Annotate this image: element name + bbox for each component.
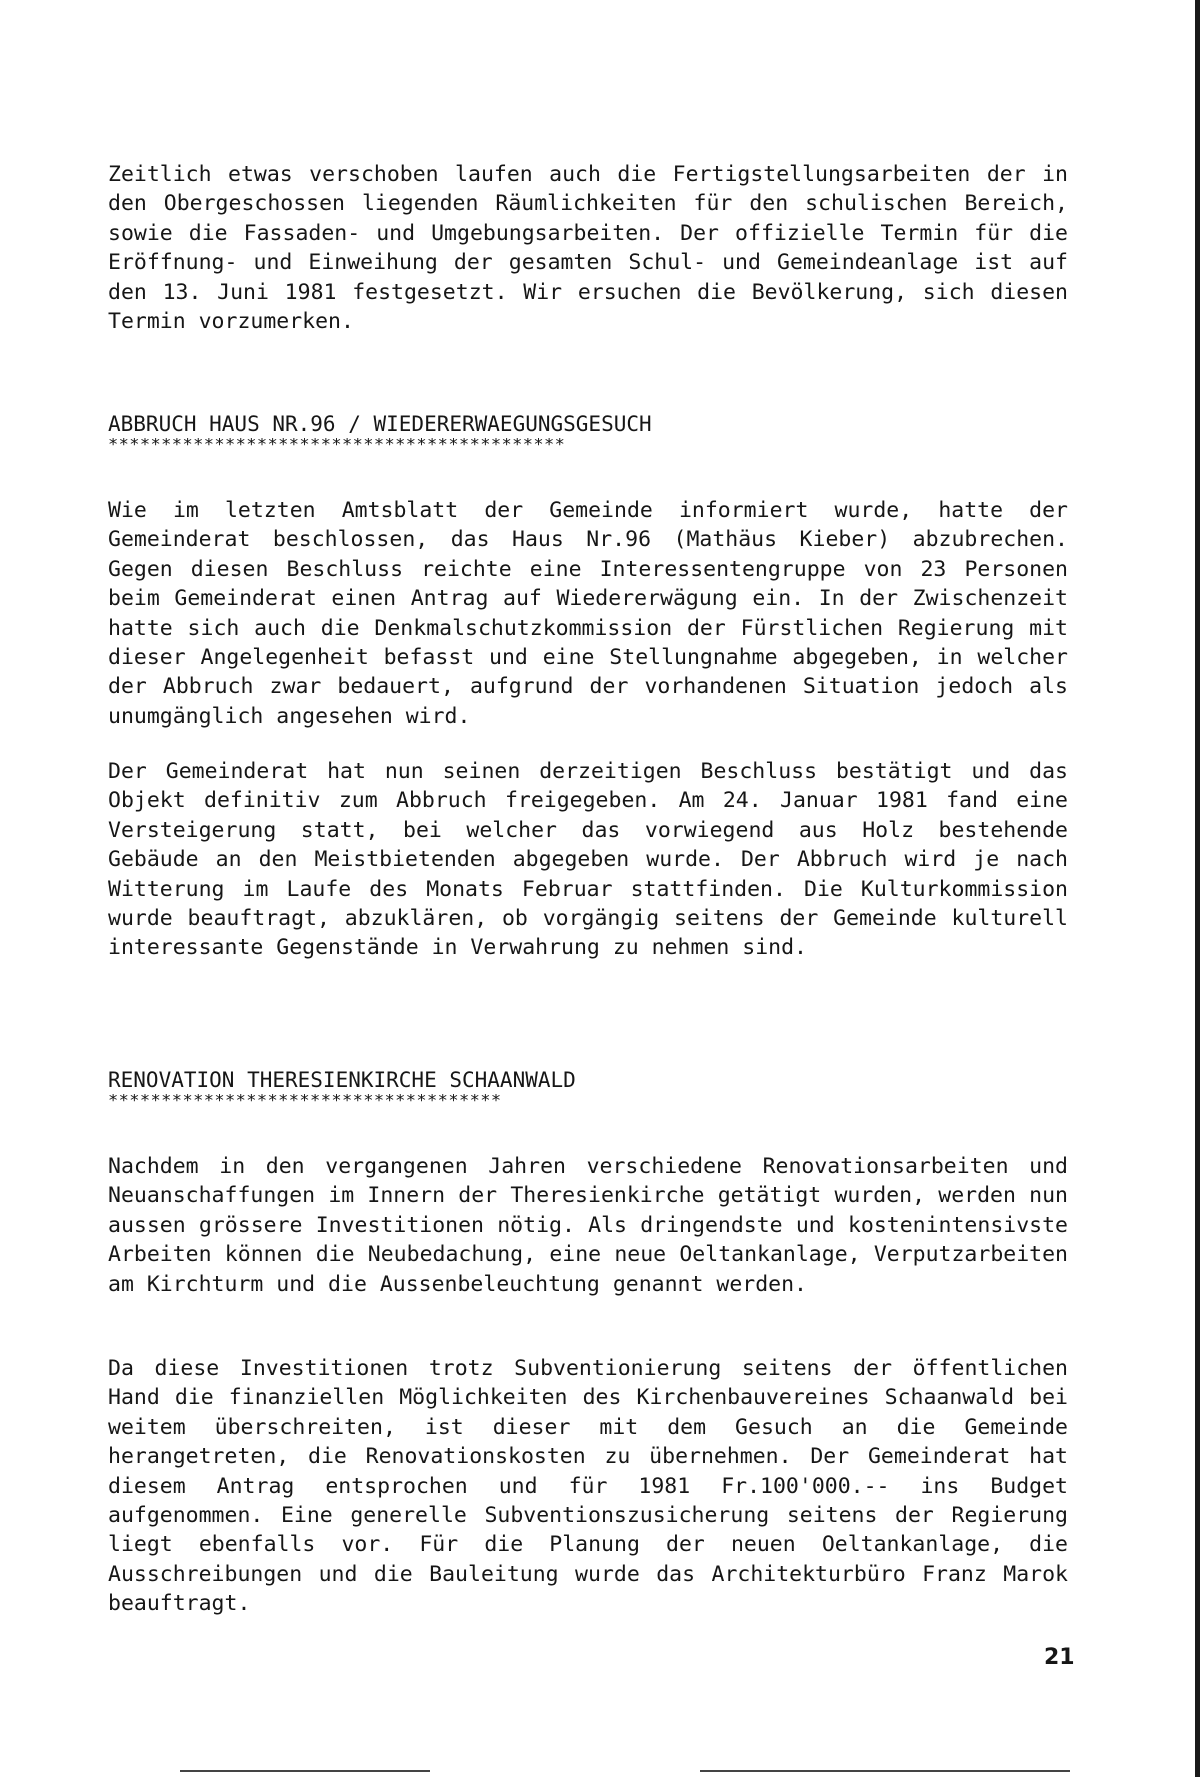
section-abbruch-paragraph-1-block <box>108 496 1068 731</box>
section-heading: RENOVATION THERESIENKIRCHE SCHAANWALD <box>108 1068 576 1092</box>
intro-block <box>108 160 1068 336</box>
body-paragraph: Da diese Investitionen trotz Subventionierung seitens der öffentlichen Hand die finanziellen Möglichkeiten des Kirchenbauvereines Schaanwald bei weitem überschreiten, ist dieser mit dem Gesuch an die Gemeinde herangetreten, die Renovationskosten zu übernehmen. Der Gemeinderat hat diesem Antrag entsprochen und für 1981 Fr.100'000.-- ins Budget aufgenommen. Eine generelle Subventionszusicherung seitens der Regierung liegt ebenfalls vor. Für die Planung der neuen Oeltankanlage, die Ausschreibungen und die Bauleitung wurde das Architekturbüro Franz Marok beauftragt. <box>108 1356 1068 1617</box>
intro-paragraph: Zeitlich etwas verschoben laufen auch die Fertigstellungsarbeiten der in den Obergeschossen liegenden Räumlichkeiten für den schulischen Bereich, sowie die Fassaden- und Umgebungsarbeiten. Der offizielle Termin für die Eröffnung- und Einweihung der gesamten Schul- und Gemeindeanlage ist auf den 13. Juni 1981 festgesetzt. Wir ersuchen die Bevölkerung, sich diesen Termin vorzumerken. <box>108 162 1068 335</box>
heading-underline: ************************************* <box>108 1094 502 1108</box>
body-paragraph: Wie im letzten Amtsblatt der Gemeinde informiert wurde, hatte der Gemeinderat beschlossen, das Haus Nr.96 (Mathäus Kieber) abzubrechen. Gegen diesen Beschluss reichte eine Interessentengruppe von 23 Personen beim Gemeinderat einen Antrag auf Wiedererwägung ein. In der Zwischenzeit hatte sich auch die Denkmalschutzkommission der Fürstlichen Regierung mit dieser Angelegenheit befasst und eine Stellungnahme abgegeben, in welcher der Abbruch zwar bedauert, aufgrund der vorhandenen Situation jedoch als unumgänglich angesehen wird. <box>108 498 1068 729</box>
section-abbruch <box>108 410 1068 452</box>
body-paragraph: Der Gemeinderat hat nun seinen derzeitigen Beschluss bestätigt und das Objekt definitiv zum Abbruch freigegeben. Am 24. Januar 1981 fand eine Versteigerung statt, bei welcher das vorwiegend aus Holz bestehende Gebäude an den Meistbietenden abgegeben wurde. Der Abbruch wird je nach Witterung im Laufe des Monats Februar stattfinden. Die Kulturkommission wurde beauftragt, abzuklären, ob vorgängig seitens der Gemeinde kulturell interessante Gegenstände in Verwahrung zu nehmen sind. <box>108 759 1068 961</box>
scan-edge <box>1195 0 1200 1777</box>
section-heading: ABBRUCH HAUS NR.96 / WIEDERERWAEGUNGSGESUCH <box>108 412 652 436</box>
bottom-rule-right <box>700 1770 1070 1772</box>
section-renovation-paragraph-1-block <box>108 1152 1068 1299</box>
section-abbruch-paragraph-2-block <box>108 757 1068 963</box>
section-renovation-paragraph-2-block <box>108 1354 1068 1619</box>
heading-underline: ******************************************* <box>108 438 566 452</box>
bottom-rule-left <box>180 1770 430 1772</box>
page-number: 21 <box>1044 1645 1075 1670</box>
body-paragraph: Nachdem in den vergangenen Jahren verschiedene Renovationsarbeiten und Neuanschaffungen im Innern der Theresienkirche getätigt wurden, werden nun aussen grössere Investitionen nötig. Als dringendste und kostenintensivste Arbeiten können die Neubedachung, eine neue Oeltankanlage, Verputzarbeiten am Kirchturm und die Aussenbeleuchtung genannt werden. <box>108 1154 1068 1297</box>
section-renovation <box>108 1066 1068 1108</box>
